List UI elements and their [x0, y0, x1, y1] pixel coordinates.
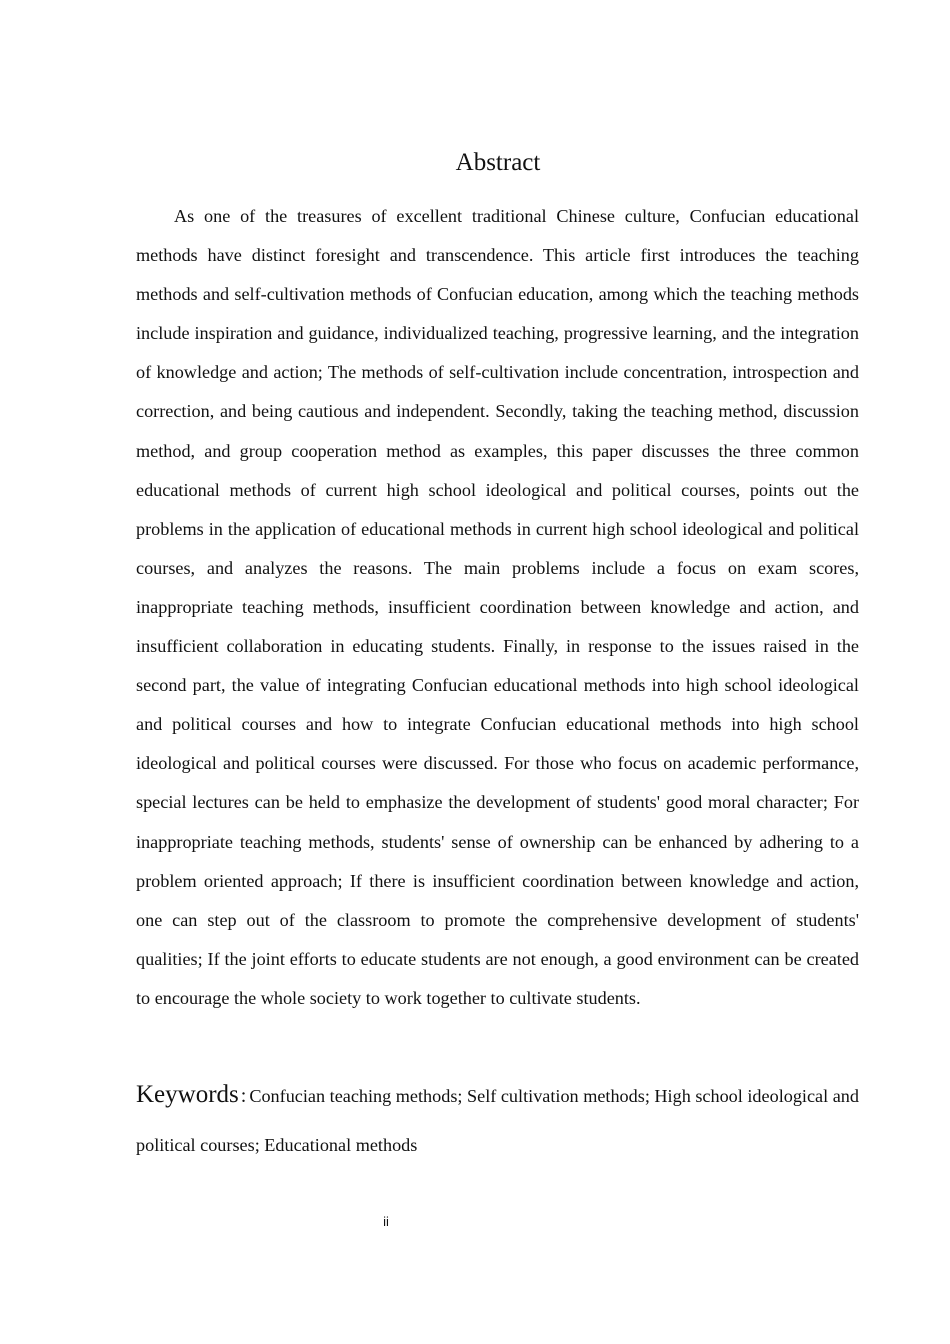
page-number: ii — [383, 1214, 389, 1229]
abstract-paragraph: As one of the treasures of excellent traditional Chinese culture, Confucian educational methods have distinct foresight and transcendence. This article first introduces the teaching methods and self-cultivation methods of Confucian education, among which the teaching methods include inspiration and guidance, individualized teaching, progressive learning, and the integration of knowledge and action; The methods of self-cultivation include concentration, introspection and correction, and being cautious and independent. Secondly, taking the teaching method, discussion method, and group cooperation method as examples, this paper discusses the three common educational methods of current high school ideological and political courses, points out the problems in the application of educational methods in current high school ideological and political courses, and analyzes the reasons. The main problems include a focus on exam scores, inappropriate teaching methods, insufficient coordination between knowledge and action, and insufficient collaboration in educating students. Finally, in response to the issues raised in the second part, the value of integrating Confucian educational methods into high school ideological and political courses and how to integrate Confucian educational methods into high school ideological and political courses were discussed. For those who focus on academic performance, special lectures can be held to emphasize the development of students' good moral character; For inappropriate teaching methods, students' sense of ownership can be enhanced by adhering to a problem oriented approach; If there is insufficient coordination between knowledge and action, one can step out of the classroom to promote the comprehensive development of students' qualities; If the joint efforts to educate students are not enough, a good environment can be created to encourage the whole society to work together to cultivate students. — [136, 206, 859, 1008]
keywords-separator: : — [240, 1085, 247, 1107]
keywords-section — [136, 1070, 859, 1170]
abstract-title: Abstract — [455, 149, 541, 176]
keywords-text: Confucian teaching methods; Self cultivation methods; High school ideological and political courses; Educational methods — [136, 1086, 859, 1155]
keywords-label: Keywords — [136, 1081, 239, 1108]
